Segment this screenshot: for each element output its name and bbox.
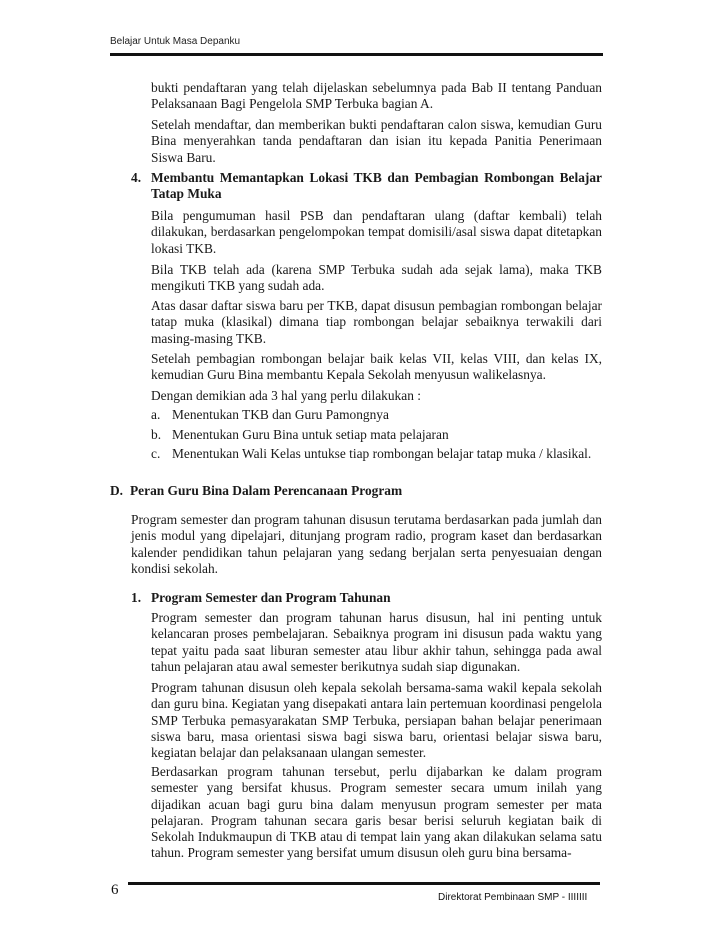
continued-paragraph-2: Setelah mendaftar, dan memberikan bukti pendaftaran calon siswa, kemudian Guru Bina menyerahkan tanda pendaftaran dan isian itu kepada Panitia Penerimaan Siswa Baru. [151,117,602,165]
item-4-paragraph-4: Setelah pembagian rombongan belajar baik kelas VII, kelas VIII, dan kelas IX, kemudian Guru Bina membantu Kepala Sekolah menyusun walikelasnya. [151,351,602,383]
item-1-number: 1. [131,590,142,605]
item-1-paragraph-2: Program tahunan disusun oleh kepala sekolah bersama-sama wakil kepala sekolah dan guru bina. Kegiatan yang disepakati antara lain pertemuan koordinasi pengelola SMP Terbuka pemasyarakatan SMP Terbuka, persiapan bahan belajar penerimaan siswa baru, masa orientasi siswa bagi siswa baru, orientasi belajar siswa baru, kegiatan belajar dan pelaksanaan ulangan semester. [151,680,602,761]
list-item-a: Menentukan TKB dan Guru Pamongnya [172,407,389,422]
item-4-paragraph-3: Atas dasar daftar siswa baru per TKB, dapat disusun pembagian rombongan belajar tatap muka (klasikal) dimana tiap rombongan belajar sebaiknya terwakili dari masing-masing TKB. [151,298,602,346]
item-1-heading: Program Semester dan Program Tahunan [151,590,391,605]
header-rule [110,53,603,56]
footer-rule [128,882,600,885]
list-item-c: Menentukan Wali Kelas untukse tiap rombongan belajar tatap muka / klasikal. [172,446,592,461]
section-d-paragraph: Program semester dan program tahunan disusun terutama berdasarkan pada jumlah dan jenis modul yang dipelajari, ditunjang program radio, program kaset dan berdasarkan kalender pendidikan tahun pelajaran yang sedang berjalan serta penyesuaian dengan kondisi sekolah. [131,512,602,576]
list-b-marker: b. [151,427,162,442]
item-1-paragraph-3: Berdasarkan program tahunan tersebut, perlu dijabarkan ke dalam program semester yang bersifat khusus. Program semester secara umum inilah yang dijadikan acuan bagi guru bina dalam menyusun program semester per mata pelajaran. Program tahunan secara garis besar berisi seluruh kegiatan baik di Sekolah Indukmaupun di TKB atau di tempat lain yang akan dilakukan selama satu tahun. Program semester yang bersifat umum disusun oleh guru bina bersama- [151,764,602,861]
item-4-heading: Membantu Memantapkan Lokasi TKB dan Pembagian Rombongan Belajar Tatap Muka [151,170,602,202]
list-c-marker: c. [151,446,161,461]
running-header: Belajar Untuk Masa Depanku [110,36,241,47]
section-d-label: D. [110,483,124,498]
page-number: 6 [111,882,119,898]
item-4-paragraph-1: Bila pengumuman hasil PSB dan pendaftaran ulang (daftar kembali) telah dilakukan, berdasarkan pengelompokan tempat domisili/asal siswa dapat ditetapkan lokasi TKB. [151,208,602,256]
item-1-paragraph-1: Program semester dan program tahunan harus disusun, hal ini penting untuk kelancaran proses pembelajaran. Sebaiknya program ini disusun pada waktu yang tepat yaitu pada saat liburan semester atau libur akhir tahun, sehingga pada awal tahun pelajaran atau awal semester berikutnya sudah siap digunakan. [151,610,602,674]
section-d-heading: Peran Guru Bina Dalam Perencanaan Program [130,483,403,498]
continued-paragraph-1: bukti pendaftaran yang telah dijelaskan sebelumnya pada Bab II tentang Panduan Pelaksanaan Bagi Pengelola SMP Terbuka bagian A. [151,80,602,112]
list-a-marker: a. [151,407,161,422]
footer-text: Direktorat Pembinaan SMP - IIIIIII [438,892,588,903]
item-4-paragraph-2: Bila TKB telah ada (karena SMP Terbuka sudah ada sejak lama), maka TKB mengikuti TKB yang sudah ada. [151,262,602,294]
item-4-number: 4. [131,170,142,185]
list-item-b: Menentukan Guru Bina untuk setiap mata pelajaran [172,427,449,442]
item-4-paragraph-5: Dengan demikian ada 3 hal yang perlu dilakukan : [151,388,421,403]
